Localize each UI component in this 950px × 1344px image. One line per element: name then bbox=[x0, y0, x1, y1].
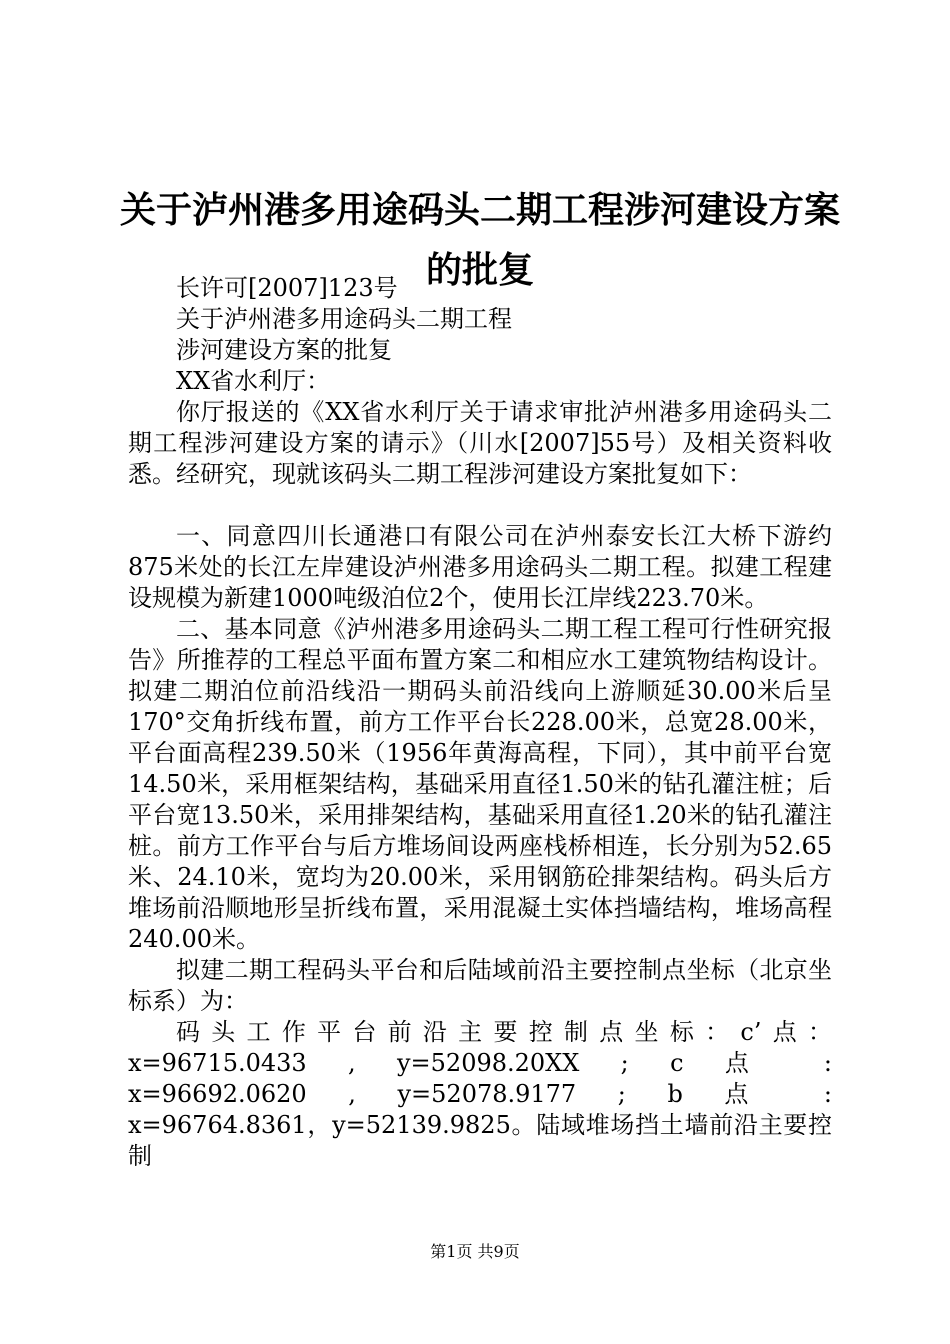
addressee: XX省水利厅： bbox=[176, 367, 331, 395]
paragraph-gap bbox=[128, 490, 832, 521]
intro-paragraph: 你厅报送的《XX省水利厅关于请求审批泸州港多用途码头二期工程涉河建设方案的请示》（川水[2007]55号）及相关资料收悉。经研究，现就该码头二期工程涉河建设方案批复如下： bbox=[128, 398, 832, 488]
document-title-line-2: 的批复 bbox=[425, 249, 534, 291]
coords-line-1: 码头工作平台前沿主要控制点坐标：c’点： bbox=[176, 1018, 832, 1046]
coords-intro-paragraph: 拟建二期工程码头平台和后陆域前沿主要控制点坐标（北京坐标系）为： bbox=[128, 956, 832, 1015]
subject-line-2: 涉河建设方案的批复 bbox=[176, 336, 392, 364]
coords-line-4: x=96764.8361，y=52139.9825。陆域堆场挡土墙前沿主要控制 bbox=[128, 1111, 832, 1170]
document-title-line-1: 关于泸州港多用途码头二期工程涉河建设方案 bbox=[119, 189, 840, 231]
document-body bbox=[128, 273, 832, 1172]
page-footer: 第1页 共9页 bbox=[430, 1242, 520, 1261]
item-2-paragraph: 二、基本同意《泸州港多用途码头二期工程工程可行性研究报告》所推荐的工程总平面布置方案二和相应水工建筑物结构设计。拟建二期泊位前沿线沿一期码头前沿线向上游顺延30.00米后呈170°交角折线布置，前方工作平台长228.00米，总宽28.00米，平台面高程239.50米（1956年黄海高程，下同），其中前平台宽14.50米，采用框架结构，基础采用直径1.50米的钻孔灌注桩；后平台宽13.50米，采用排架结构，基础采用直径1.20米的钻孔灌注桩。前方工作平台与后方堆场间设两座栈桥相连，长分别为52.65米、24.10米，宽均为20.00米，采用钢筋砼排架结构。码头后方堆场前沿顺地形呈折线布置，采用混凝土实体挡墙结构，堆场高程240.00米。 bbox=[128, 615, 832, 953]
coords-line-2: x=96715.0433 , y=52098.20XX ; c 点 : bbox=[128, 1049, 832, 1077]
subject-line-1: 关于泸州港多用途码头二期工程 bbox=[176, 305, 512, 333]
coords-line-3: x=96692.0620 , y=52078.9177 ; b 点 : bbox=[128, 1080, 832, 1108]
doc-number: 长许可[2007]123号 bbox=[176, 274, 398, 302]
item-1-paragraph: 一、同意四川长通港口有限公司在泸州泰安长江大桥下游约875米处的长江左岸建设泸州港多用途码头二期工程。拟建工程建设规模为新建1000吨级泊位2个，使用长江岸线223.70米。 bbox=[128, 522, 832, 612]
